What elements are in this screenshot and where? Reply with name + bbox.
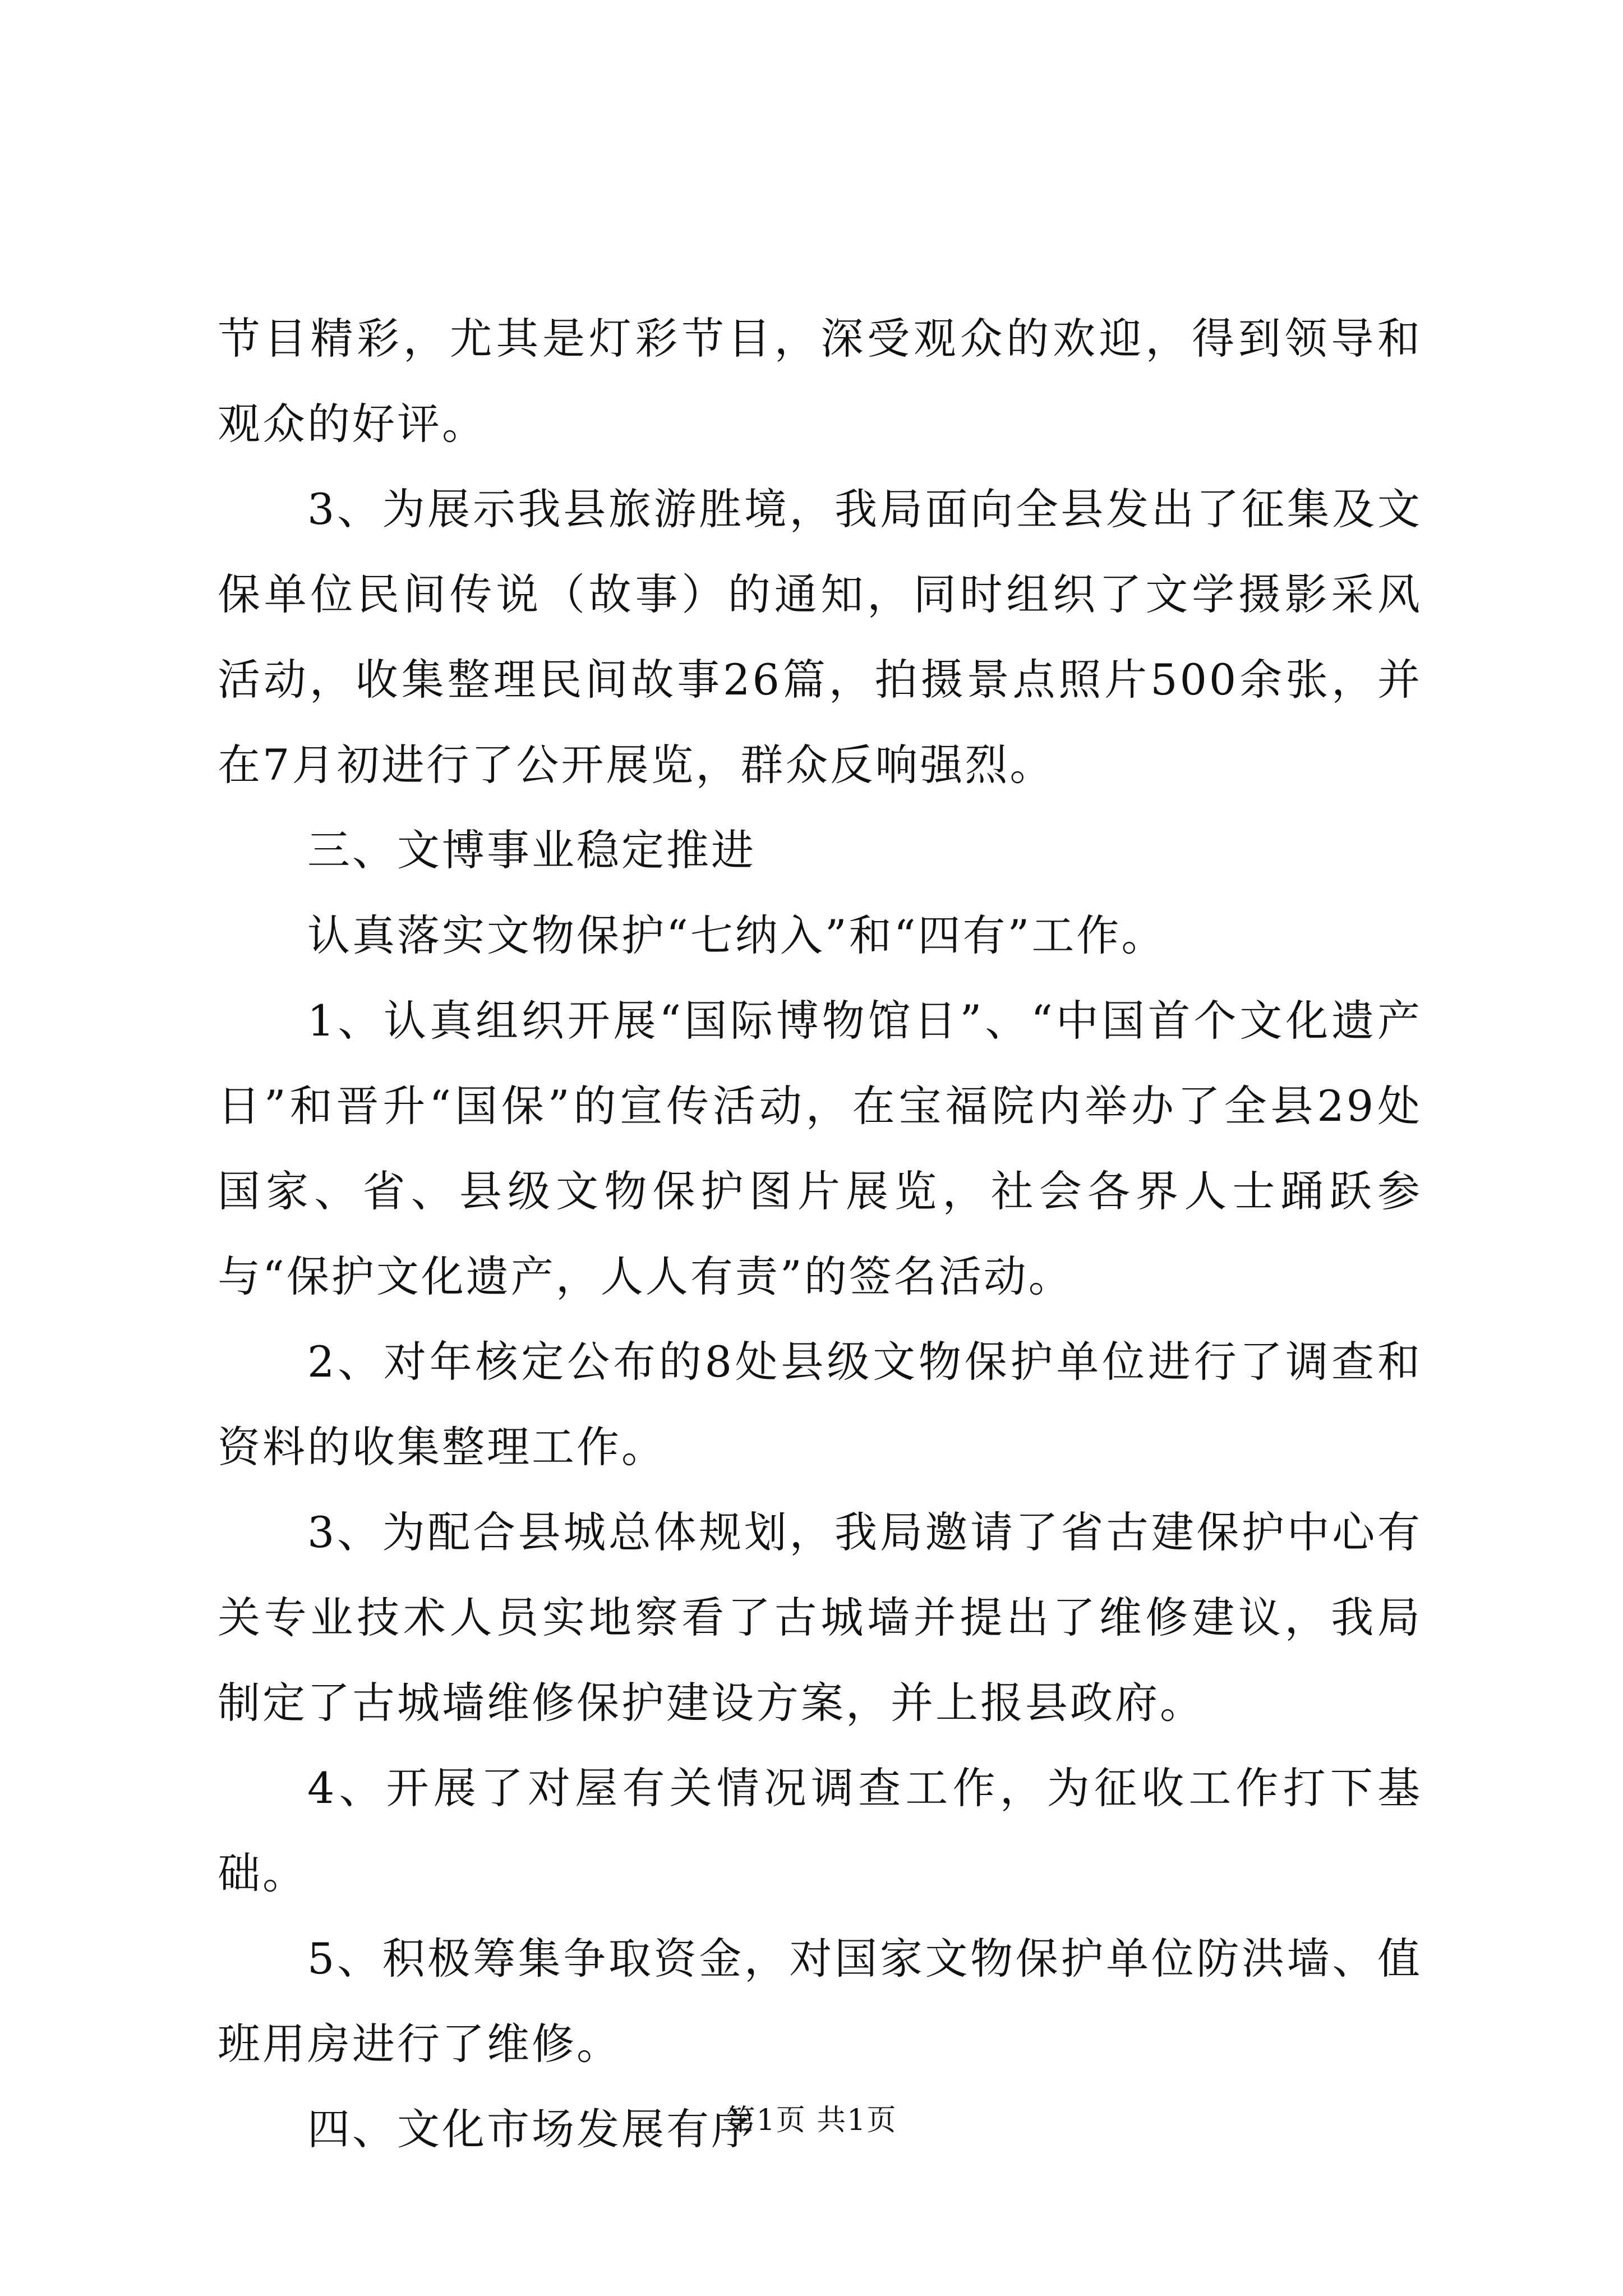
paragraph-continuation: 节目精彩，尤其是灯彩节目，深受观众的欢迎，得到领导和观众的好评。 [218,314,1422,449]
paragraph-item-3-city-wall: 3、为配合县城总体规划，我局邀请了省古建保护中心有关专业技术人员实地察看了古城墙并提出了维修建议，我局制定了古城墙维修保护建设方案，并上报县政府。 [218,1507,1422,1728]
paragraph-intro-heritage: 认真落实文物保护“七纳入”和“四有”工作。 [307,910,1166,960]
page-footer: 第1页 共1页 [726,2104,897,2137]
paragraph-item-2-survey: 2、对年核定公布的8处县级文物保护单位进行了调查和资料的收集整理工作。 [218,1337,1422,1472]
paragraph-item-5-funding: 5、积极筹集争取资金，对国家文物保护单位防洪墙、值班用房进行了维修。 [218,1934,1422,2069]
paragraph-item-1-museum-day: 1、认真组织开展“国际博物馆日”、“中国首个文化遗产日”和晋升“国保”的宣传活动，在宝福院内举办了全县29处国家、省、县级文物保护图片展览，社会各界人士踊跃参与“保护文化遗产，人人有责”的签名活动。 [218,996,1422,1301]
paragraph-item-4-investigation: 4、开展了对屋有关情况调查工作，为征收工作打下基础。 [218,1763,1422,1898]
document-body [218,296,1422,2172]
section-heading-4: 四、文化市场发展有序 [307,2104,756,2154]
paragraph-item-3-folk-legends: 3、为展示我县旅游胜境，我局面向全县发出了征集及文保单位民间传说（故事）的通知，同时组织了文学摄影采风活动，收集整理民间故事26篇，拍摄景点照片500余张，并在7月初进行了公开展览，群众反响强烈。 [218,484,1422,790]
section-heading-3: 三、文博事业稳定推进 [307,825,756,875]
